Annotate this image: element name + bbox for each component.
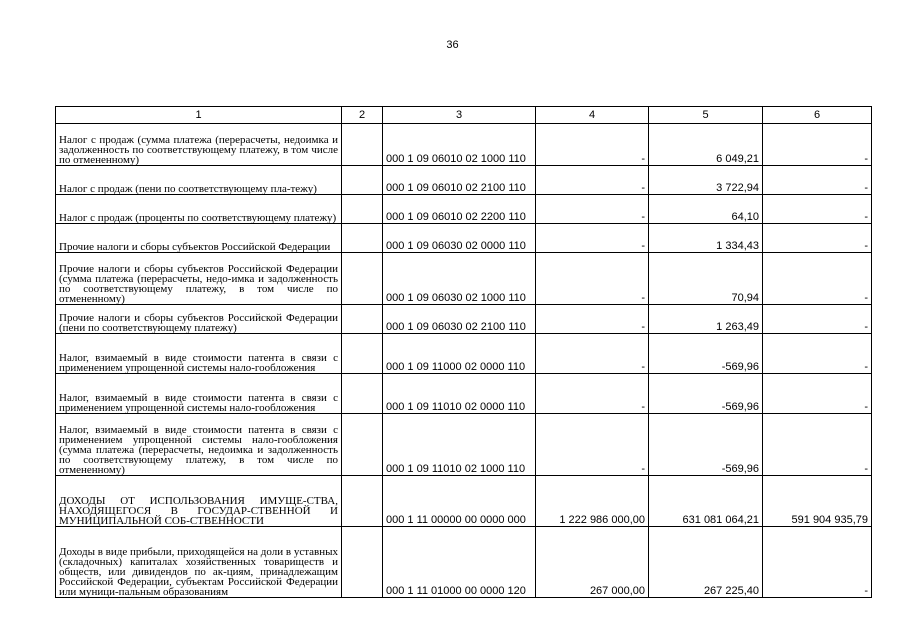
header-cell-1: 1 [56, 107, 342, 124]
row-col5: -569,96 [649, 374, 763, 414]
header-cell-6: 6 [763, 107, 872, 124]
row-col4: - [536, 305, 649, 334]
row-col5: 64,10 [649, 195, 763, 224]
row-col6: - [763, 253, 872, 305]
report-table [55, 106, 872, 598]
row-col4: - [536, 374, 649, 414]
row-col5: 6 049,21 [649, 124, 763, 166]
table-row [56, 374, 872, 414]
row-col6: - [763, 374, 872, 414]
row-code: 000 1 11 00000 00 0000 000 [383, 476, 536, 527]
row-col2 [342, 476, 383, 527]
row-col6: - [763, 124, 872, 166]
row-name: Прочие налоги и сборы субъектов Российской Федерации [56, 224, 342, 253]
table-row [56, 124, 872, 166]
row-col4: - [536, 124, 649, 166]
row-name: Налог, взимаемый в виде стоимости патента в связи с применением упрощенной системы нало-гообложения [56, 334, 342, 374]
row-col4: - [536, 224, 649, 253]
header-cell-5: 5 [649, 107, 763, 124]
row-col6: - [763, 224, 872, 253]
header-cell-4: 4 [536, 107, 649, 124]
row-col5: -569,96 [649, 414, 763, 476]
row-col6: - [763, 305, 872, 334]
row-col5: 1 334,43 [649, 224, 763, 253]
row-col4: - [536, 195, 649, 224]
row-col5: 267 225,40 [649, 527, 763, 598]
table-row [56, 476, 872, 527]
row-col4: - [536, 334, 649, 374]
row-name: Налог с продаж (сумма платежа (перерасчеты, недоимка и задолженность по соответствующему платежу, в том числе по отмененному) [56, 124, 342, 166]
table-row [56, 224, 872, 253]
row-col2 [342, 305, 383, 334]
table-row [56, 166, 872, 195]
row-col5: 3 722,94 [649, 166, 763, 195]
row-col2 [342, 527, 383, 598]
header-row [56, 107, 872, 124]
row-col5: 70,94 [649, 253, 763, 305]
page-number: 36 [446, 39, 459, 51]
row-name: Прочие налоги и сборы субъектов Российской Федерации (пени по соответствующему платежу) [56, 305, 342, 334]
table-row [56, 253, 872, 305]
row-col5: 631 081 064,21 [649, 476, 763, 527]
header-cell-3: 3 [383, 107, 536, 124]
row-col4: - [536, 166, 649, 195]
row-col4: - [536, 414, 649, 476]
row-col2 [342, 414, 383, 476]
row-code: 000 1 09 06030 02 1000 110 [383, 253, 536, 305]
row-code: 000 1 09 06030 02 0000 110 [383, 224, 536, 253]
row-col4: 1 222 986 000,00 [536, 476, 649, 527]
row-col6: - [763, 527, 872, 598]
row-col6: - [763, 414, 872, 476]
table-row [56, 305, 872, 334]
row-name: Доходы в виде прибыли, приходящейся на доли в уставных (складочных) капиталах хозяйственных товариществ и обществ, или дивидендов по ак-циям, принадлежащим Российской Федерации, субъектам Российской Федерации или муници-пальным образованиям [56, 527, 342, 598]
row-code: 000 1 09 11000 02 0000 110 [383, 334, 536, 374]
row-code: 000 1 09 06010 02 2100 110 [383, 166, 536, 195]
header-cell-2: 2 [342, 107, 383, 124]
row-col6: - [763, 195, 872, 224]
row-code: 000 1 09 11010 02 0000 110 [383, 374, 536, 414]
row-col5: -569,96 [649, 334, 763, 374]
row-code: 000 1 09 06030 02 2100 110 [383, 305, 536, 334]
row-col6: - [763, 166, 872, 195]
row-col2 [342, 374, 383, 414]
row-code: 000 1 11 01000 00 0000 120 [383, 527, 536, 598]
row-col4: 267 000,00 [536, 527, 649, 598]
table-row [56, 414, 872, 476]
row-col6: - [763, 334, 872, 374]
row-code: 000 1 09 06010 02 1000 110 [383, 124, 536, 166]
row-col6: 591 904 935,79 [763, 476, 872, 527]
row-name: ДОХОДЫ ОТ ИСПОЛЬЗОВАНИЯ ИМУЩЕ-СТВА, НАХОДЯЩЕГОСЯ В ГОСУДАР-СТВЕННОЙ И МУНИЦИПАЛЬНОЙ СОБ-СТВЕННОСТИ [56, 476, 342, 527]
table-row [56, 527, 872, 598]
row-code: 000 1 09 06010 02 2200 110 [383, 195, 536, 224]
row-col2 [342, 334, 383, 374]
row-col2 [342, 124, 383, 166]
row-code: 000 1 09 11010 02 1000 110 [383, 414, 536, 476]
row-col4: - [536, 253, 649, 305]
row-col2 [342, 195, 383, 224]
row-col2 [342, 166, 383, 195]
row-name: Налог, взимаемый в виде стоимости патента в связи с применением упрощенной системы нало-гообложения [56, 374, 342, 414]
row-col5: 1 263,49 [649, 305, 763, 334]
row-name: Налог, взимаемый в виде стоимости патента в связи с применением упрощенной системы нало-гообложения (сумма платежа (перерасчеты, недоимка и задолженность по соответствующему платежу, в том числе по отмененному) [56, 414, 342, 476]
row-col2 [342, 253, 383, 305]
row-name: Налог с продаж (проценты по соответствующему платежу) [56, 195, 342, 224]
table-row [56, 195, 872, 224]
row-col2 [342, 224, 383, 253]
table-row [56, 334, 872, 374]
row-name: Налог с продаж (пени по соответствующему пла-тежу) [56, 166, 342, 195]
row-name: Прочие налоги и сборы субъектов Российской Федерации (сумма платежа (перерасчеты, недо-имка и задолженность по соответствующему платежу, в том числе по отмененному) [56, 253, 342, 305]
